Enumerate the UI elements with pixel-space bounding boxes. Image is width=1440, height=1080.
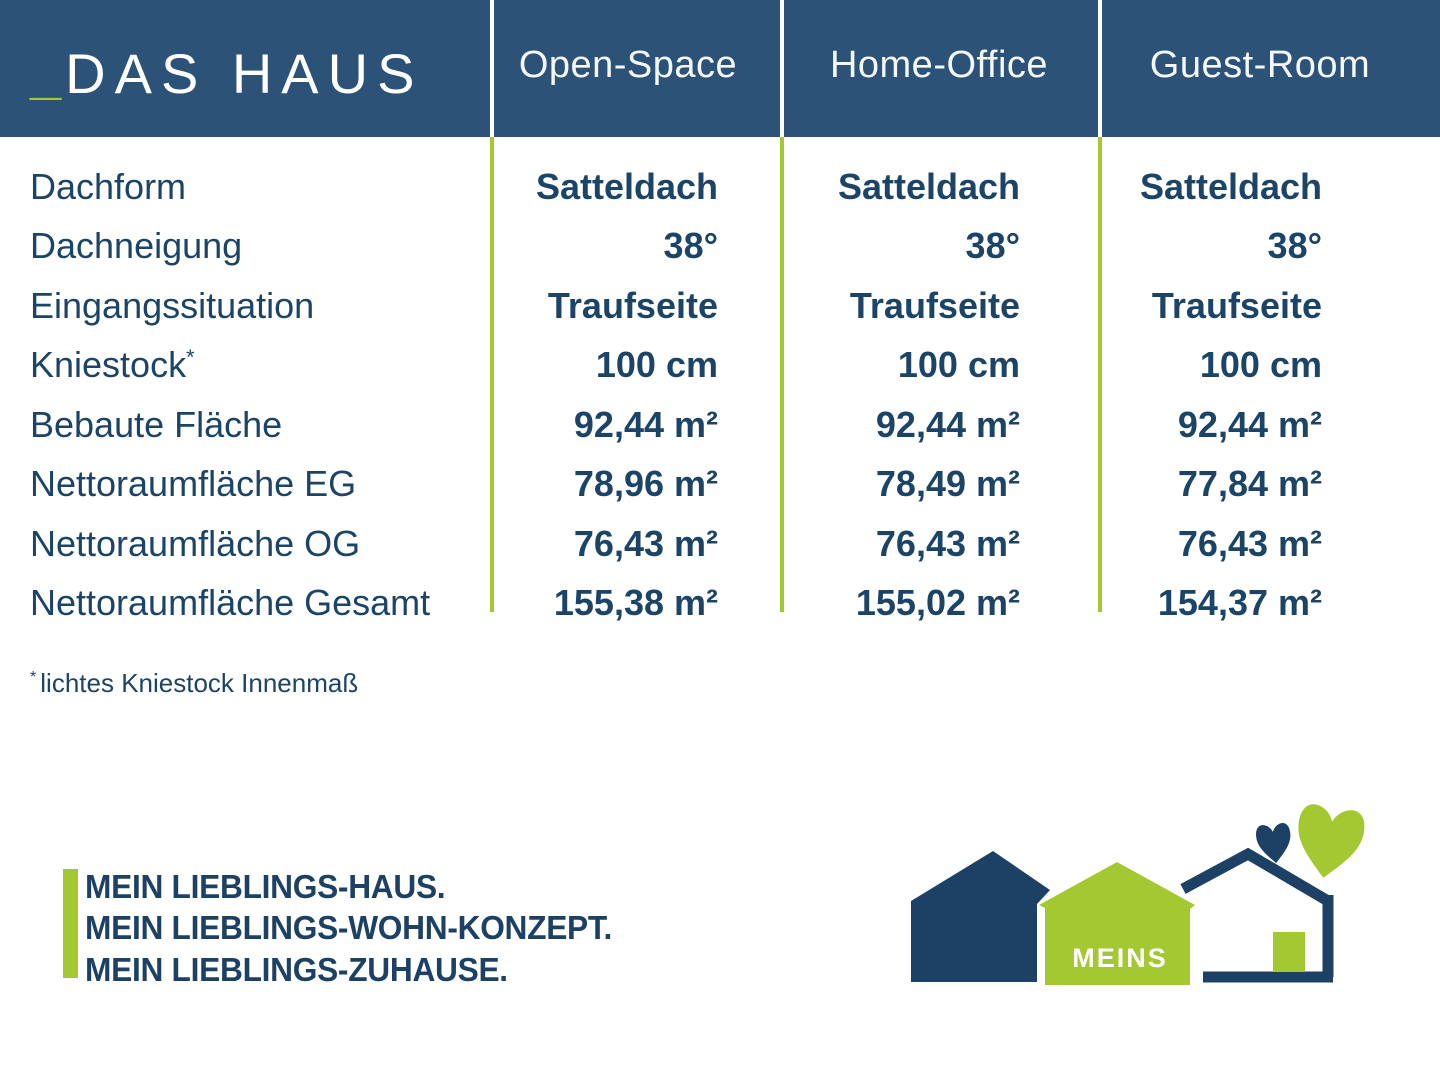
row-label: Eingangssituation — [30, 284, 315, 326]
cell-value: 155,38 m² — [553, 582, 718, 624]
table-row — [0, 276, 1440, 336]
tagline-line-1: MEIN LIEBLINGS-HAUS. — [85, 868, 446, 905]
cell-value: 92,44 m² — [1177, 403, 1322, 445]
title-underscore: _ — [30, 41, 62, 105]
row-label: Dachform — [30, 165, 187, 207]
tagline — [85, 866, 612, 990]
column-header-open-space: Open-Space — [518, 44, 738, 86]
cell-value: 76,43 m² — [875, 522, 1020, 564]
comparison-table — [0, 157, 1440, 633]
header-divider-2 — [780, 0, 784, 137]
footnote — [30, 668, 358, 699]
table-row — [0, 574, 1440, 634]
cell-value: 100 cm — [897, 344, 1020, 386]
cell-value: 154,37 m² — [1157, 582, 1322, 624]
page-title — [30, 36, 424, 105]
table-row — [0, 336, 1440, 396]
heart-icon-green — [1291, 802, 1367, 883]
cell-value: 38° — [663, 225, 718, 267]
cell-value: 155,02 m² — [855, 582, 1020, 624]
cell-value: 78,96 m² — [573, 463, 718, 505]
row-label-text: Kniestock — [30, 344, 187, 386]
header-band — [0, 0, 1440, 137]
cell-value: Traufseite — [849, 284, 1020, 326]
cell-value: 76,43 m² — [1177, 522, 1322, 564]
title-cell — [0, 0, 490, 137]
footnote-marker: * — [30, 668, 37, 687]
row-label: Dachneigung — [30, 225, 243, 267]
outline-house-icon — [1183, 854, 1333, 977]
cell-value: 100 cm — [595, 344, 718, 386]
tagline-line-3: MEIN LIEBLINGS-ZUHAUSE. — [85, 950, 508, 988]
row-label: Nettoraumfläche EG — [30, 463, 357, 505]
cell-value: 92,44 m² — [875, 403, 1020, 445]
table-row — [0, 217, 1440, 277]
door-icon — [1273, 932, 1305, 972]
footnote-text: lichtes Kniestock Innenmaß — [40, 668, 359, 698]
cell-value: Satteldach — [1139, 165, 1322, 207]
table-row — [0, 157, 1440, 217]
row-label — [0, 344, 490, 386]
tagline-line-2: MEIN LIEBLINGS-WOHN-KONZEPT. — [85, 909, 612, 947]
logo-wordmark: MEINS — [1072, 943, 1168, 973]
tagline-accent-bar — [63, 869, 78, 978]
cell-value: Traufseite — [1151, 284, 1322, 326]
row-label: Nettoraumfläche OG — [30, 522, 361, 564]
cell-value: 77,84 m² — [1177, 463, 1322, 505]
cell-value: 76,43 m² — [573, 522, 718, 564]
cell-value: 38° — [1267, 225, 1322, 267]
meins-logo — [900, 793, 1380, 993]
cell-value: Satteldach — [837, 165, 1020, 207]
cell-value: 78,49 m² — [875, 463, 1020, 505]
cell-value: 38° — [965, 225, 1020, 267]
footnote-marker: * — [186, 344, 195, 370]
cell-value: 100 cm — [1199, 344, 1322, 386]
header-divider-1 — [490, 0, 494, 137]
navy-house-icon — [911, 851, 1050, 982]
row-label: Bebaute Fläche — [30, 403, 283, 445]
header-divider-3 — [1098, 0, 1102, 137]
page-title-text: DAS HAUS — [65, 41, 424, 105]
table-row — [0, 395, 1440, 455]
cell-value: 92,44 m² — [573, 403, 718, 445]
column-header-home-office: Home-Office — [829, 44, 1049, 86]
row-label: Nettoraumfläche Gesamt — [30, 582, 431, 624]
column-header-guest-room: Guest-Room — [1149, 44, 1371, 86]
cell-value: Traufseite — [547, 284, 718, 326]
table-row — [0, 514, 1440, 574]
cell-value: Satteldach — [535, 165, 718, 207]
table-row — [0, 455, 1440, 515]
